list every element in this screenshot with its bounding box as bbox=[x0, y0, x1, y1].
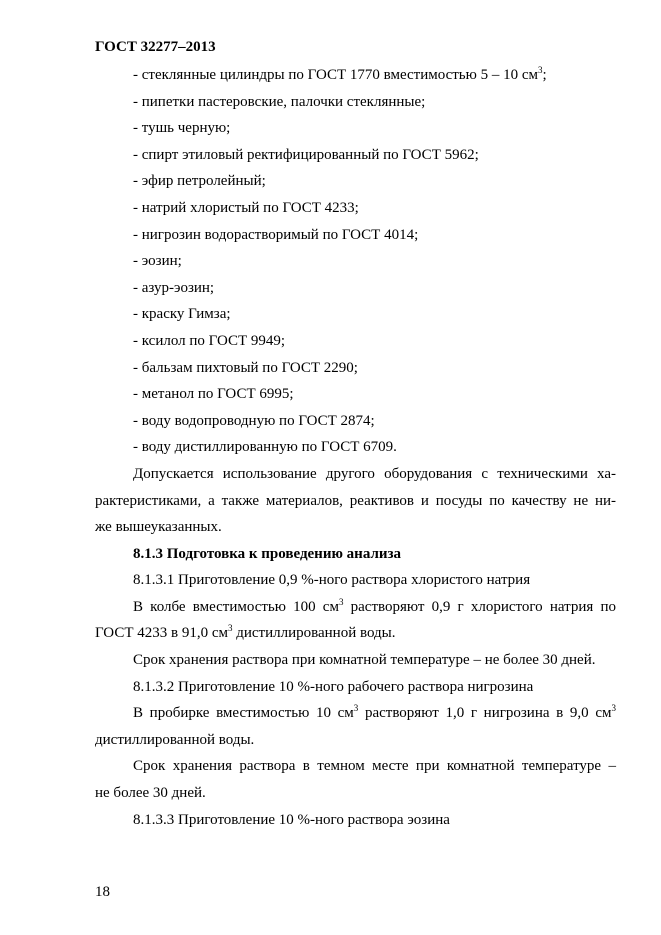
section-heading-8-1-3: 8.1.3 Подготовка к проведению анализа bbox=[133, 545, 402, 562]
list-item: - нигрозин водорастворимый по ГОСТ 4014; bbox=[133, 226, 419, 243]
paragraph-line: В пробирке вместимостью 10 $см^3$ растворяют 1,0 г нигрозина в 9,0 $см^3$ bbox=[133, 703, 616, 722]
list-item: - тушь черную; bbox=[133, 120, 231, 137]
paragraph-line: не более 30 дней. bbox=[95, 785, 206, 802]
list-item: - азур-эозин; bbox=[133, 279, 215, 296]
list-item: - ксилол по ГОСТ 9949; bbox=[133, 332, 286, 349]
paragraph-line: Допускается использование другого оборудования с техническими ха- bbox=[133, 465, 616, 482]
subsection-title-8-1-3-3: 8.1.3.3 Приготовление 10 %-ного раствора эозина bbox=[133, 811, 450, 828]
paragraph-line: дистиллированной воды. bbox=[95, 731, 255, 748]
paragraph-line: В колбе вместимостью 100 $см^3$ растворяют 0,9 г хлористого натрия по bbox=[133, 596, 617, 615]
subsection-title-8-1-3-1: 8.1.3.1 Приготовление 0,9 %-ного раствора хлористого натрия bbox=[133, 572, 531, 589]
paragraph-line: ГОСТ 4233 в 91,0 $см^3$ дистиллированной воды. bbox=[95, 623, 396, 642]
list-item: - эфир петролейный; bbox=[133, 173, 266, 190]
page-number: 18 bbox=[95, 884, 110, 900]
list-item: - натрий хлористый по ГОСТ 4233; bbox=[133, 199, 359, 216]
list-item: - стеклянные цилиндры по ГОСТ 1770 вместимостью 5 – 10 $см^3$; bbox=[133, 65, 547, 83]
page-content bbox=[95, 62, 616, 833]
list-item: - воду дистиллированную по ГОСТ 6709. bbox=[133, 439, 397, 456]
paragraph-line: же вышеуказанных. bbox=[95, 519, 222, 536]
list-item: - пипетки пастеровские, палочки стеклянные; bbox=[133, 93, 426, 110]
materials-list bbox=[95, 62, 616, 461]
paragraph-allowed-equipment bbox=[95, 461, 616, 541]
list-item: - воду водопроводную по ГОСТ 2874; bbox=[133, 412, 375, 429]
paragraph-line: Срок хранения раствора при комнатной температуре – не более 30 дней. bbox=[133, 652, 596, 669]
paragraph-line: рактеристиками, а также материалов, реактивов и посуды по качеству не ни- bbox=[95, 492, 616, 509]
subsection-title-8-1-3-2: 8.1.3.2 Приготовление 10 %-ного рабочего раствора нигрозина bbox=[133, 678, 534, 695]
paragraph-line: Срок хранения раствора в темном месте при комнатной температуре – bbox=[133, 758, 616, 775]
list-item: - эозин; bbox=[133, 253, 182, 270]
document-header: ГОСТ 32277–2013 bbox=[95, 39, 216, 55]
list-item: - краску Гимза; bbox=[133, 306, 231, 323]
list-item: - метанол по ГОСТ 6995; bbox=[133, 386, 294, 403]
list-item: - спирт этиловый ректифицированный по ГОСТ 5962; bbox=[133, 146, 479, 163]
list-item: - бальзам пихтовый по ГОСТ 2290; bbox=[133, 359, 358, 376]
